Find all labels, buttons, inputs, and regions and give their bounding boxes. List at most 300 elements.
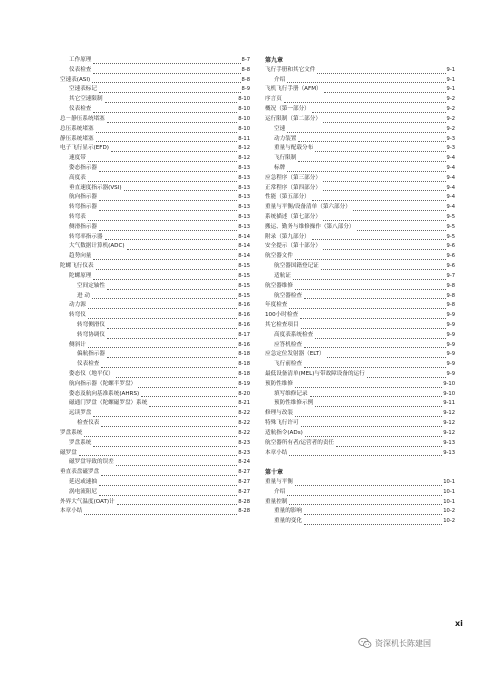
- toc-entry: [265, 449, 455, 459]
- toc-entry-title: 转弯仪: [69, 312, 86, 319]
- toc-entry-title: 高度表: [69, 174, 86, 181]
- toc-leader-dots: [293, 279, 446, 280]
- toc-entry: [60, 370, 250, 380]
- toc-entry-page: 8-21: [238, 400, 250, 407]
- toc-leader-dots: [301, 426, 443, 427]
- toc-entry: [265, 193, 455, 203]
- toc-entry-title: 适航指令(ADs): [265, 429, 303, 436]
- toc-spacer: [265, 458, 455, 468]
- toc-leader-dots: [99, 171, 237, 172]
- toc-entry-title: 转弯率指示器: [69, 233, 103, 240]
- toc-leader-dots: [305, 436, 442, 437]
- toc-entry-title: 垂直速度指示器(VSI): [69, 184, 122, 191]
- toc-leader-dots: [315, 151, 445, 152]
- toc-leader-dots: [93, 259, 237, 260]
- toc-entry-page: 9-4: [446, 184, 455, 191]
- toc-entry-title: 偏航指示器: [77, 351, 105, 358]
- toc-entry-title: 适航证: [274, 272, 291, 279]
- toc-entry: [265, 115, 455, 125]
- toc-entry-title: 磁罗盘: [60, 449, 77, 456]
- toc-leader-dots: [304, 347, 446, 348]
- page-folio: xi: [455, 619, 463, 628]
- toc-entry-page: 9-10: [443, 390, 455, 397]
- toc-leader-dots: [88, 347, 237, 348]
- toc-leader-dots: [323, 122, 446, 123]
- toc-entry: [265, 507, 455, 517]
- toc-entry-page: 8-15: [238, 263, 250, 270]
- toc-entry: [60, 292, 250, 302]
- toc-entry-page: 10-1: [443, 478, 455, 485]
- toc-entry-page: 8-18: [238, 351, 250, 358]
- chapter-title: 第十章: [265, 469, 284, 477]
- toc-leader-dots: [93, 279, 237, 280]
- toc-entry: [265, 174, 455, 184]
- toc-leader-dots: [93, 446, 237, 447]
- toc-entry-page: 8-28: [238, 498, 250, 505]
- toc-leader-dots: [287, 495, 442, 496]
- toc-entry-title: 修理与改装: [265, 410, 293, 417]
- toc-entry: [265, 419, 455, 429]
- toc-entry-title: 搬运、勤务与维修操作（第八部分）: [265, 223, 355, 230]
- toc-entry-title: 动力源: [69, 302, 86, 309]
- toc-entry-title: 概况（第一部分）: [265, 106, 310, 113]
- toc-leader-dots: [315, 338, 445, 339]
- toc-entry-title: 序言页: [265, 96, 282, 103]
- toc-entry-page: 9-1: [446, 66, 455, 73]
- toc-entry-page: 9-4: [446, 194, 455, 201]
- toc-entry-title: 空速: [274, 125, 286, 132]
- toc-entry-title: 转弯表: [69, 214, 86, 220]
- toc-entry: [265, 66, 455, 76]
- toc-entry: [60, 242, 250, 252]
- toc-entry-page: 9-2: [446, 115, 455, 122]
- toc-entry: [60, 115, 250, 125]
- chapter-heading: [265, 468, 455, 478]
- toc-entry-page: 8-16: [238, 341, 250, 348]
- toc-entry-title: 速度带: [69, 155, 86, 162]
- toc-entry: [265, 380, 455, 390]
- toc-entry-title: 陀螺原理: [69, 272, 92, 279]
- toc-entry-page: 9-1: [446, 86, 455, 93]
- toc-entry-page: 10-1: [443, 488, 455, 495]
- toc-entry-title: 垂直表盘磁罗盘: [60, 469, 100, 476]
- toc-leader-dots: [88, 161, 237, 162]
- toc-leader-dots: [107, 338, 237, 339]
- toc-entry-page: 8-13: [238, 184, 250, 191]
- toc-leader-dots: [289, 504, 442, 505]
- toc-entry-title: 转弯侧滑仪: [77, 321, 105, 328]
- toc-leader-dots: [298, 161, 445, 162]
- toc-leader-dots: [295, 416, 442, 417]
- toc-entry: [265, 390, 455, 400]
- toc-entry: [265, 488, 455, 498]
- toc-entry: [60, 449, 250, 459]
- toc-entry: [265, 213, 455, 223]
- toc-entry-page: 8-20: [238, 390, 250, 397]
- toc-leader-dots: [101, 475, 237, 476]
- toc-entry-page: 8-28: [238, 508, 250, 515]
- toc-leader-dots: [116, 377, 237, 378]
- wechat-icon: [358, 637, 372, 649]
- toc-entry: [265, 125, 455, 135]
- toc-entry-page: 9-2: [446, 96, 455, 103]
- toc-entry: [60, 380, 250, 390]
- toc-entry: [265, 498, 455, 508]
- toc-leader-dots: [327, 357, 446, 358]
- toc-entry-title: 罗盘系统: [69, 439, 92, 446]
- toc-leader-dots: [99, 485, 237, 486]
- toc-leader-dots: [107, 357, 237, 358]
- toc-entry-title: 重量与平衡: [265, 478, 293, 485]
- toc-entry-title: 高度表系统检查: [274, 331, 314, 338]
- toc-leader-dots: [105, 239, 238, 240]
- toc-entry-page: 9-4: [446, 155, 455, 162]
- toc-entry-title: 介绍: [274, 76, 286, 83]
- toc-entry: [60, 184, 250, 194]
- toc-entry-page: 8-10: [238, 115, 250, 122]
- toc-entry-page: 8-8: [241, 66, 250, 73]
- toc-entry: [265, 429, 455, 439]
- toc-entry-page: 8-24: [238, 459, 250, 466]
- toc-leader-dots: [124, 190, 238, 191]
- toc-entry-title: 罗盘系统: [60, 429, 83, 436]
- toc-leader-dots: [117, 504, 238, 505]
- toc-entry-page: 9-9: [446, 312, 455, 319]
- toc-leader-dots: [323, 181, 446, 182]
- toc-entry: [60, 56, 250, 66]
- toc-entry-page: 9-3: [446, 135, 455, 142]
- toc-leader-dots: [93, 73, 240, 74]
- toc-entry-page: 9-2: [446, 106, 455, 113]
- toc-entry-page: 8-13: [238, 174, 250, 181]
- toc-entry-page: 9-12: [443, 429, 455, 436]
- toc-entry-title: 磁通门罗盘（陀螺磁罗盘）系统: [69, 400, 148, 407]
- toc-entry: [60, 439, 250, 449]
- toc-entry-title: 总压系统堵塞: [60, 125, 94, 132]
- toc-entry: [265, 144, 455, 154]
- toc-entry: [60, 272, 250, 282]
- toc-entry: [60, 174, 250, 184]
- toc-entry-title: 外界大气温度(OAT)计: [60, 498, 115, 505]
- toc-entry-page: 8-7: [241, 57, 250, 63]
- toc-entry-page: 9-9: [446, 341, 455, 348]
- toc-entry: [265, 252, 455, 262]
- toc-entry-page: 9-12: [443, 410, 455, 417]
- toc-entry-title: 航向指示器: [69, 194, 97, 201]
- toc-entry-page: 9-3: [446, 145, 455, 152]
- watermark: [358, 637, 431, 649]
- toc-entry-page: 9-11: [443, 400, 455, 407]
- toc-entry-page: 8-9: [241, 86, 250, 93]
- toc-entry-title: 应急定位发射器（ELT）: [265, 351, 325, 358]
- toc-entry: [265, 85, 455, 95]
- toc-entry: [265, 301, 455, 311]
- toc-entry: [60, 478, 250, 488]
- toc-leader-dots: [295, 289, 446, 290]
- toc-entry-title: 磁罗盘导致的误差: [69, 459, 114, 466]
- toc-entry-page: 8-13: [238, 223, 250, 230]
- toc-entry-title: 填写维修记录: [274, 390, 308, 397]
- toc-leader-dots: [323, 190, 446, 191]
- toc-entry-title: 特殊飞行许可: [265, 420, 299, 427]
- toc-leader-dots: [300, 318, 445, 319]
- toc-entry-title: 安全提示（第十部分）: [265, 243, 321, 250]
- toc-entry-page: 9-9: [446, 351, 455, 358]
- toc-entry-page: 8-27: [238, 488, 250, 495]
- toc-entry-page: 9-4: [446, 164, 455, 171]
- toc-entry: [60, 507, 250, 517]
- toc-leader-dots: [93, 416, 237, 417]
- toc-entry: [265, 478, 455, 488]
- toc-leader-dots: [312, 200, 446, 201]
- toc-entry-page: 8-8: [241, 76, 250, 83]
- toc-entry: [60, 498, 250, 508]
- toc-entry-title: 转弯协调仪: [77, 331, 105, 338]
- toc-entry-page: 9-8: [446, 292, 455, 299]
- toc-leader-dots: [107, 328, 237, 329]
- toc-entry: [60, 135, 250, 145]
- toc-entry: [60, 76, 250, 86]
- toc-entry-page: 9-9: [446, 361, 455, 368]
- toc-entry-title: 姿态仪（地平仪）: [69, 371, 114, 377]
- toc-entry-page: 8-18: [238, 361, 250, 368]
- watermark-text: 资深机长陈建国: [375, 638, 431, 648]
- toc-entry-title: 其它空速限制: [69, 96, 103, 103]
- toc-entry: [265, 360, 455, 370]
- toc-entry-title: 重量控制: [265, 498, 288, 505]
- toc-entry: [60, 193, 250, 203]
- toc-leader-dots: [295, 387, 442, 388]
- toc-entry-page: 9-9: [446, 321, 455, 328]
- toc-leader-dots: [304, 298, 446, 299]
- chapter-title: 第九章: [265, 57, 284, 64]
- toc-leader-dots: [92, 298, 237, 299]
- toc-entry-page: 8-13: [238, 194, 250, 201]
- toc-leader-dots: [317, 73, 445, 74]
- toc-leader-dots: [96, 141, 238, 142]
- toc-entry: [60, 154, 250, 164]
- toc-entry: [265, 233, 455, 243]
- toc-entry: [60, 223, 250, 233]
- toc-entry-title: 大气数据计算机(ADC): [69, 243, 125, 250]
- toc-entry: [265, 184, 455, 194]
- toc-entry: [60, 144, 250, 154]
- toc-leader-dots: [93, 63, 240, 64]
- toc-entry-title: 航空器检查: [274, 292, 302, 299]
- toc-entry-title: 侧斜计: [69, 341, 86, 348]
- toc-entry-title: 转弯指示器: [69, 204, 97, 211]
- toc-entry: [60, 419, 250, 429]
- toc-entry-title: 姿态指示器: [69, 164, 97, 171]
- toc-entry-title: 工作原理: [69, 57, 92, 63]
- toc-leader-dots: [304, 367, 446, 368]
- toc-entry-title: 陀螺飞行仪表: [60, 263, 94, 270]
- toc-entry-page: 8-15: [238, 272, 250, 279]
- toc-entry-page: 8-12: [238, 145, 250, 152]
- toc-entry: [265, 439, 455, 449]
- toc-entry: [265, 203, 455, 213]
- toc-entry: [60, 390, 250, 400]
- toc-entry-page: 8-13: [238, 204, 250, 211]
- toc-leader-dots: [304, 524, 442, 525]
- toc-entry-page: 9-13: [443, 449, 455, 456]
- toc-entry-title: 本章小结: [265, 449, 288, 456]
- toc-leader-dots: [111, 151, 237, 152]
- toc-entry: [265, 164, 455, 174]
- toc-leader-dots: [101, 367, 237, 368]
- toc-entry-title: 介绍: [274, 488, 286, 495]
- toc-leader-dots: [289, 455, 442, 456]
- toc-entry-page: 8-16: [238, 302, 250, 309]
- toc-leader-dots: [116, 465, 237, 466]
- toc-leader-dots: [353, 210, 446, 211]
- toc-entry: [60, 341, 250, 351]
- toc-entry-page: 8-17: [238, 331, 250, 338]
- toc-leader-dots: [127, 249, 238, 250]
- toc-leader-dots: [84, 514, 237, 515]
- toc-entry-page: 8-27: [238, 469, 250, 476]
- toc-entry-page: 9-5: [446, 233, 455, 240]
- toc-entry-title: 最低设备清单(MEL)与带故障设备的运行: [265, 371, 365, 377]
- toc-entry-page: 9-7: [446, 272, 455, 279]
- toc-entry-page: 9-4: [446, 204, 455, 211]
- toc-leader-dots: [287, 82, 445, 83]
- toc-entry: [60, 331, 250, 341]
- toc-entry-page: 10-2: [443, 508, 455, 515]
- toc-entry-page: 9-8: [446, 302, 455, 309]
- toc-entry: [60, 311, 250, 321]
- toc-entry-page: 8-15: [238, 282, 250, 289]
- toc-entry-title: 姿态及航向基准系统(AHRS): [69, 390, 140, 397]
- toc-entry-page: 9-9: [446, 371, 455, 377]
- toc-entry-title: 检查仪表: [77, 420, 100, 427]
- toc-entry: [265, 399, 455, 409]
- toc-entry-title: 远读罗盘: [69, 410, 92, 417]
- toc-entry: [265, 321, 455, 331]
- toc-leader-dots: [107, 122, 237, 123]
- toc-entry: [265, 292, 455, 302]
- toc-entry-title: 正常程序（第四部分）: [265, 184, 321, 191]
- toc-entry-title: 电子飞行显示(EFD): [60, 145, 109, 152]
- toc-entry: [265, 517, 455, 527]
- toc-leader-dots: [336, 446, 442, 447]
- toc-leader-dots: [295, 259, 446, 260]
- toc-leader-dots: [84, 436, 237, 437]
- toc-leader-dots: [99, 230, 237, 231]
- toc-leader-dots: [287, 171, 445, 172]
- toc-entry-title: 航空器国籍登记证: [274, 263, 319, 270]
- toc-entry-title: 100小时检查: [265, 312, 299, 319]
- toc-entry-title: 预防性维修示例: [274, 400, 314, 407]
- toc-entry-title: 其它检查项目: [265, 321, 299, 328]
- toc-entry-title: 年度检查: [265, 302, 288, 309]
- toc-leader-dots: [99, 495, 237, 496]
- toc-entry-title: 趋势向量: [69, 253, 92, 260]
- toc-entry-title: 标牌: [274, 164, 286, 171]
- toc-leader-dots: [99, 210, 237, 211]
- toc-entry-page: 9-10: [443, 380, 455, 387]
- toc-leader-dots: [310, 396, 443, 397]
- toc-left-column: [60, 56, 250, 517]
- toc-entry-page: 9-1: [446, 76, 455, 83]
- toc-entry-page: 8-19: [238, 380, 250, 387]
- toc-entry: [60, 213, 250, 223]
- toc-entry-page: 9-8: [446, 282, 455, 289]
- toc-leader-dots: [138, 387, 237, 388]
- toc-entry-page: 8-15: [238, 292, 250, 299]
- toc-entry-page: 10-2: [443, 518, 455, 525]
- toc-entry-page: 9-5: [446, 223, 455, 230]
- toc-entry: [60, 233, 250, 243]
- toc-leader-dots: [107, 289, 237, 290]
- toc-leader-dots: [96, 132, 238, 133]
- toc-entry-page: 10-1: [443, 498, 455, 505]
- toc-leader-dots: [289, 308, 445, 309]
- toc-leader-dots: [141, 396, 237, 397]
- toc-entry: [265, 350, 455, 360]
- toc-entry: [265, 409, 455, 419]
- toc-entry-title: 重量与配载分布: [274, 145, 314, 152]
- toc-entry-page: 8-10: [238, 96, 250, 103]
- toc-leader-dots: [324, 92, 446, 93]
- toc-entry-title: 航向指示器（陀螺半罗盘）: [69, 380, 137, 387]
- toc-entry: [60, 125, 250, 135]
- toc-leader-dots: [321, 269, 446, 270]
- toc-entry-title: 重量的变化: [274, 518, 302, 525]
- toc-leader-dots: [315, 406, 442, 407]
- toc-entry-title: 涡电流阻尼: [69, 488, 97, 495]
- toc-entry-title: 应答机检查: [274, 341, 302, 348]
- toc-entry-page: 8-12: [238, 155, 250, 162]
- toc-entry-title: 空速表标记: [69, 86, 97, 93]
- toc-leader-dots: [88, 318, 237, 319]
- toc-leader-dots: [312, 239, 446, 240]
- toc-entry-title: 航空器文件: [265, 253, 293, 260]
- toc-entry: [60, 429, 250, 439]
- toc-entry-page: 9-6: [446, 243, 455, 250]
- toc-entry-title: 空速表(ASI): [60, 76, 91, 83]
- toc-leader-dots: [92, 82, 240, 83]
- toc-entry: [60, 66, 250, 76]
- toc-entry-title: 进 动: [77, 292, 90, 299]
- toc-entry: [265, 105, 455, 115]
- toc-entry-title: 应急程序（第三部分）: [265, 174, 321, 181]
- toc-leader-dots: [301, 328, 446, 329]
- toc-entry: [265, 311, 455, 321]
- toc-entry: [60, 399, 250, 409]
- toc-entry: [60, 95, 250, 105]
- toc-leader-dots: [357, 230, 446, 231]
- toc-leader-dots: [105, 102, 238, 103]
- toc-leader-dots: [99, 92, 241, 93]
- toc-entry-page: 9-4: [446, 174, 455, 181]
- toc-entry-title: 航空器所有者/运营者的责任: [265, 439, 335, 446]
- toc-leader-dots: [88, 181, 237, 182]
- toc-entry-page: 8-14: [238, 243, 250, 250]
- toc-entry: [60, 203, 250, 213]
- toc-entry-title: 飞行前检查: [274, 361, 302, 368]
- toc-entry-title: 重量的影响: [274, 508, 302, 515]
- toc-leader-dots: [88, 220, 237, 221]
- toc-entry: [60, 85, 250, 95]
- toc-entry-title: 运行限制（第二部分）: [265, 115, 321, 122]
- toc-entry-page: 9-12: [443, 420, 455, 427]
- toc-leader-dots: [367, 377, 446, 378]
- toc-entry: [60, 164, 250, 174]
- toc-entry-page: 8-11: [238, 135, 250, 142]
- toc-entry-page: 8-22: [238, 429, 250, 436]
- toc-leader-dots: [93, 112, 237, 113]
